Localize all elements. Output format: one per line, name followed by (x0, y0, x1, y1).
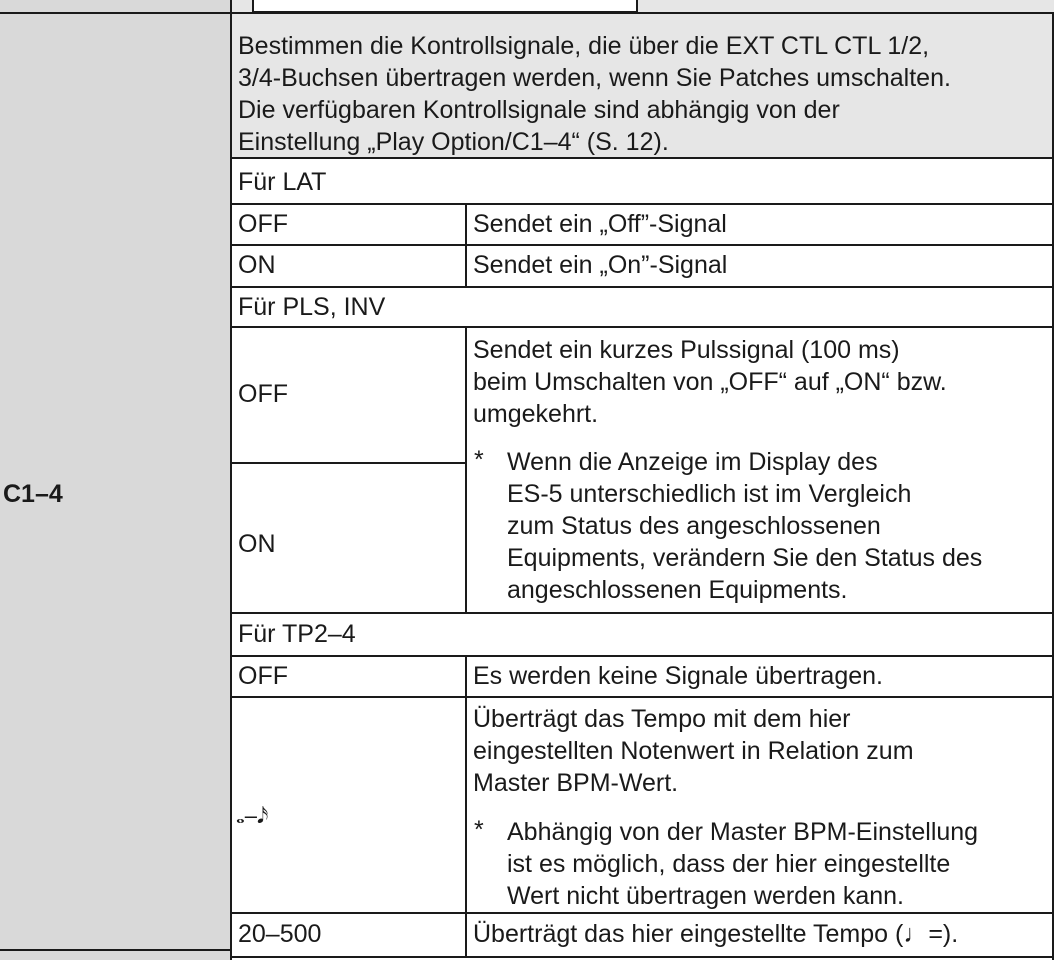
note-asterisk: * (474, 446, 484, 474)
section-heading-pls: Für PLS, INV (238, 293, 386, 321)
row-divider (231, 203, 1054, 205)
pls-desc-line: beim Umschalten von „OFF“ auf „ON“ bzw. (473, 368, 947, 396)
pls-off-value: OFF (238, 380, 288, 408)
pls-note-line: angeschlossenen Equipments. (507, 576, 848, 604)
pls-on-value: ON (238, 530, 276, 558)
parameter-name: C1–4 (3, 480, 63, 508)
pls-desc-line: umgekehrt. (473, 400, 599, 428)
column-divider (465, 326, 467, 612)
lat-on-desc: Sendet ein „On”-Signal (473, 251, 728, 279)
column-divider (230, 0, 232, 960)
right-border (1052, 12, 1054, 960)
lat-on-value: ON (238, 251, 276, 279)
section-heading-lat: Für LAT (238, 168, 327, 196)
row-divider (231, 286, 1054, 288)
row-divider (231, 696, 1054, 698)
tp-off-value: OFF (238, 662, 288, 690)
row-divider (231, 956, 1054, 958)
tp-note-desc-line: eingestellten Notenwert in Relation zum (473, 737, 914, 765)
row-divider (231, 12, 1054, 14)
column-divider (465, 203, 467, 286)
tp-note-desc-line: Überträgt das Tempo mit dem hier (473, 705, 851, 733)
row-divider (231, 462, 466, 464)
row-divider (231, 655, 1054, 657)
column-divider (465, 655, 467, 956)
pls-note-line: zum Status des angeschlossenen (507, 512, 881, 540)
pls-note-line: Wenn die Anzeige im Display des (507, 448, 878, 476)
tp-note-line: ist es möglich, dass der hier eingestellte (507, 850, 951, 878)
row-divider (231, 912, 1054, 914)
row-divider (0, 12, 231, 14)
description-line: 3/4-Buchsen übertragen werden, wenn Sie Patches umschalten. (238, 64, 951, 92)
row-divider (231, 326, 1054, 328)
description-line: Einstellung „Play Option/C1–4“ (S. 12). (238, 128, 669, 156)
description-line: Die verfügbaren Kontrollsignale sind abhängig von der (238, 96, 840, 124)
section-heading-tp: Für TP2–4 (238, 620, 356, 648)
note-asterisk: * (474, 816, 484, 844)
row-divider (231, 612, 1054, 614)
lat-off-value: OFF (238, 210, 288, 238)
note-range-value: 𝅝–𝅘𝅥𝅯 (236, 803, 269, 828)
lat-off-desc: Sendet ein „Off”-Signal (473, 210, 727, 238)
description-line: Bestimmen die Kontrollsignale, die über die EXT CTL CTL 1/2, (238, 32, 930, 60)
tp-note-desc-line: Master BPM-Wert. (473, 769, 679, 797)
tp-note-line: Abhängig von der Master BPM-Einstellung (507, 818, 979, 846)
pls-note-line: ES-5 unterschiedlich ist im Vergleich (507, 480, 912, 508)
pls-note-line: Equipments, verändern Sie den Status des (507, 544, 983, 572)
pls-desc-line: Sendet ein kurzes Pulssignal (100 ms) (473, 336, 900, 364)
bpm-range-value: 20–500 (238, 920, 322, 948)
row-divider (231, 244, 1054, 246)
tp-note-line: Wert nicht übertragen werden kann. (507, 882, 904, 910)
row-divider (0, 949, 231, 951)
tp-off-desc: Es werden keine Signale übertragen. (473, 662, 883, 690)
bpm-desc: Überträgt das hier eingestellte Tempo (♩=). (473, 920, 959, 948)
